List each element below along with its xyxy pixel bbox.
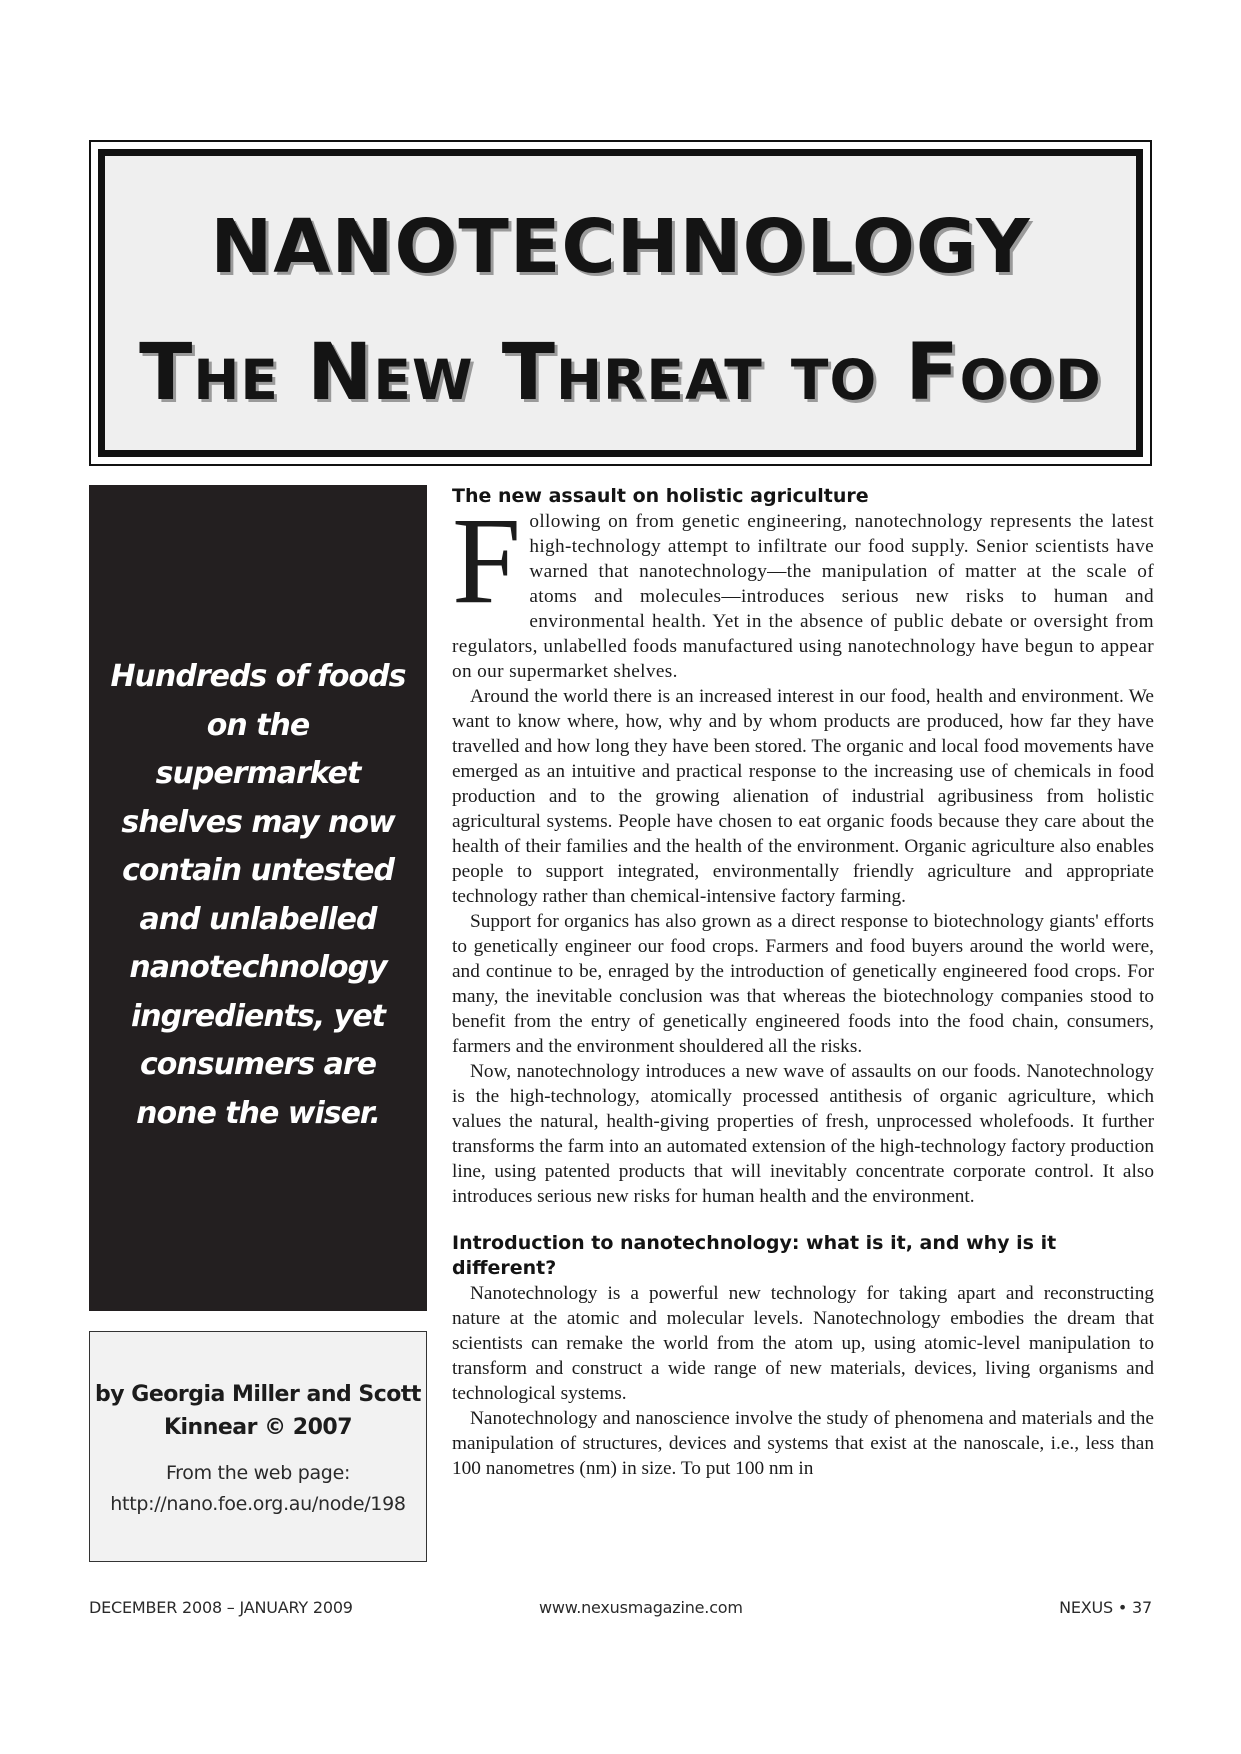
footer-issue-date: DECEMBER 2008 – JANUARY 2009 [89, 1598, 353, 1617]
article-body [452, 484, 1154, 1481]
article-paragraph: Nanotechnology is a powerful new technology for taking apart and reconstructing nature at the atomic and molecular levels. Nanotechnology embodies the dream that scientists can remake the world from the atom up, using atomic-level manipulation to transform and construct a wide range of new materials, devices, living organisms and technological systems. [452, 1283, 1154, 1404]
article-paragraph: Support for organics has also grown as a direct response to biotechnology giants' efforts to genetically engineer our food crops. Farmers and food buyers around the world were, and continue to be, enraged by the introduction of genetically engineered food crops. For many, the inevitable conclusion was that whereas the biotechnology companies stood to benefit from the entry of genetically engineered foods into the food chain, consumers, farmers and the environment shouldered all the risks. [452, 911, 1154, 1057]
article-paragraph: Around the world there is an increased interest in our food, health and environment. We want to know where, how, why and by whom products are produced, how far they have travelled and how long they have been stored. The organic and local food movements have emerged as an intuitive and practical response to the increasing use of chemicals in food production and to the growing alienation of industrial agribusiness from holistic agricultural systems. People have chosen to eat organic foods because they care about the health of their families and the health of the environment. Organic agriculture also enables people to support integrated, environmentally friendly agriculture and appropriate technology rather than chemical-intensive factory farming. [452, 686, 1154, 907]
byline-source-label: From the web page: [165, 1462, 351, 1484]
byline-source-url: http://nano.foe.org.au/node/198 [110, 1493, 406, 1515]
title-box [98, 149, 1143, 457]
section-heading-introduction: Introduction to nanotechnology: what is it, and why is it different? [452, 1232, 1057, 1279]
drop-cap: F [452, 492, 522, 629]
subheadline: The New Threat to Food [139, 328, 1102, 418]
pull-quote-box [89, 485, 427, 1311]
title-frame [89, 140, 1152, 466]
headline: NANOTECHNOLOGY [210, 204, 1031, 290]
byline-authors: by Georgia Miller and Scott Kinnear © 2007 [95, 1382, 421, 1440]
section-heading-assault: The new assault on holistic agriculture [452, 485, 869, 507]
article-paragraph: Now, nanotechnology introduces a new wave of assaults on our foods. Nanotechnology is the high-technology, atomically processed antithesis of organic agriculture, which values the natural, health-giving properties of fresh, unprocessed wholefoods. It further transforms the farm into an automated extension of the high-technology factory production line, using patented products that will inevitably concentrate corporate control. It also introduces serious new risks for human health and the environment. [452, 1061, 1154, 1207]
article-paragraph: Nanotechnology and nanoscience involve the study of phenomena and materials and the manipulation of structures, devices and systems that exist at the nanoscale, i.e., less than 100 nanometres (nm) in size. To put 100 nm in [452, 1408, 1154, 1479]
footer-page-number: NEXUS • 37 [1059, 1598, 1152, 1617]
pull-quote-text: Hundreds of foods on the supermarket shelves may now contain untested and unlabelled nanotechnology ingredients, yet consumers are none the wiser. [110, 659, 406, 1131]
paragraph-text: ollowing on from genetic engineering, nanotechnology represents the latest high-technology attempt to infiltrate our food supply. Senior scientists have warned that nanotechnology—the manipulation of matter at the scale of atoms and molecules—introduces serious new risks to human and environmental health. Yet in the absence of public debate or oversight from regulators, unlabelled foods manufactured using nanotechnology have begun to appear on our supermarket shelves. [452, 511, 1154, 682]
footer-website: www.nexusmagazine.com [539, 1598, 743, 1617]
byline-box [89, 1331, 427, 1562]
